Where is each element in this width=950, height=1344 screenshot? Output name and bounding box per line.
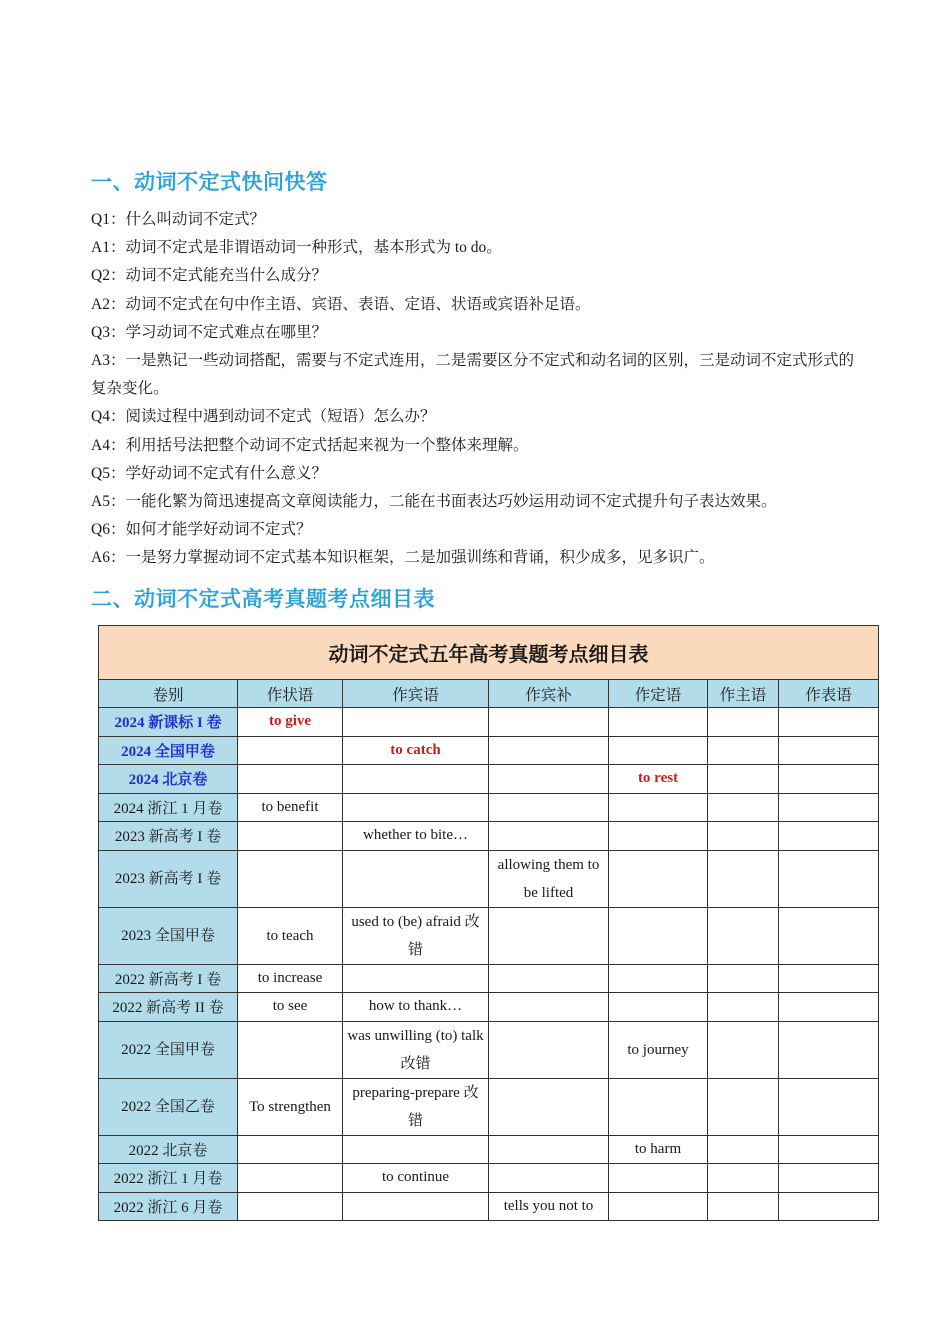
table-cell xyxy=(708,822,779,851)
table-row xyxy=(99,1021,879,1078)
table-cell xyxy=(343,964,489,993)
table-cell xyxy=(489,708,609,737)
table-cell xyxy=(779,793,879,822)
table-cell xyxy=(238,822,343,851)
table-cell: was unwilling (to) talk 改错 xyxy=(343,1021,489,1078)
table-cell xyxy=(779,964,879,993)
table-cell xyxy=(609,793,708,822)
table-cell xyxy=(609,907,708,964)
table-row xyxy=(99,708,879,737)
table-row xyxy=(99,907,879,964)
table-cell xyxy=(343,765,489,794)
table-cell xyxy=(609,708,708,737)
row-label: 2022 新高考 I 卷 xyxy=(99,964,238,993)
qa-answer: A2：动词不定式在句中作主语、宾语、表语、定语、状语或宾语补足语。 xyxy=(91,295,591,313)
table-cell xyxy=(708,1192,779,1221)
table-cell xyxy=(489,793,609,822)
row-label: 2024 浙江 1 月卷 xyxy=(99,793,238,822)
table-cell xyxy=(238,1192,343,1221)
table-cell xyxy=(609,850,708,907)
row-label: 2022 全国甲卷 xyxy=(99,1021,238,1078)
table-cell: to benefit xyxy=(238,793,343,822)
table-cell xyxy=(238,765,343,794)
table-cell: tells you not to xyxy=(489,1192,609,1221)
column-header: 作状语 xyxy=(238,680,343,708)
qa-answer: A4：利用括号法把整个动词不定式括起来视为一个整体来理解。 xyxy=(91,436,529,454)
table-cell xyxy=(489,1135,609,1164)
row-label: 2022 新高考 II 卷 xyxy=(99,993,238,1022)
table-cell: to harm xyxy=(609,1135,708,1164)
table-cell xyxy=(779,765,879,794)
table-cell xyxy=(609,1078,708,1135)
table-cell xyxy=(779,1135,879,1164)
column-header: 作定语 xyxy=(609,680,708,708)
table-row xyxy=(99,964,879,993)
table-cell xyxy=(238,850,343,907)
column-header: 作宾补 xyxy=(489,680,609,708)
qa-answer: A1：动词不定式是非谓语动词一种形式，基本形式为 to do。 xyxy=(91,239,502,257)
section1-heading: 一、动词不定式快问快答 xyxy=(91,170,328,194)
qa-question: Q1：什么叫动词不定式？ xyxy=(91,211,265,228)
table-row xyxy=(99,1078,879,1135)
row-label: 2022 北京卷 xyxy=(99,1135,238,1164)
table-cell xyxy=(489,964,609,993)
qa-question: Q2：动词不定式能充当什么成分？ xyxy=(91,267,327,285)
table-cell xyxy=(779,1078,879,1135)
table-cell xyxy=(708,708,779,737)
table-cell: to continue xyxy=(343,1164,489,1193)
table-cell xyxy=(708,765,779,794)
column-header: 卷别 xyxy=(99,680,238,708)
table-cell xyxy=(708,736,779,765)
column-header: 作宾语 xyxy=(343,680,489,708)
table-cell xyxy=(343,708,489,737)
table-cell xyxy=(609,1164,708,1193)
table-cell: to journey xyxy=(609,1021,708,1078)
table-cell xyxy=(489,993,609,1022)
table-cell xyxy=(779,822,879,851)
table-cell xyxy=(708,793,779,822)
table-cell: used to (be) afraid 改错 xyxy=(343,907,489,964)
table-cell: to teach xyxy=(238,907,343,964)
row-label: 2023 全国甲卷 xyxy=(99,907,238,964)
column-header: 作主语 xyxy=(708,680,779,708)
exam-points-table xyxy=(98,625,879,1221)
table-cell xyxy=(343,1135,489,1164)
table-cell xyxy=(708,850,779,907)
table-cell: to see xyxy=(238,993,343,1022)
table-cell xyxy=(609,964,708,993)
table-row xyxy=(99,1164,879,1193)
column-header: 作表语 xyxy=(779,680,879,708)
table-cell xyxy=(238,736,343,765)
row-label: 2022 全国乙卷 xyxy=(99,1078,238,1135)
qa-answer: A5：一能化繁为简迅速提高文章阅读能力，二能在书面表达巧妙运用动词不定式提升句子表达效果。 xyxy=(91,493,777,511)
table-row xyxy=(99,822,879,851)
table-cell: preparing-prepare 改错 xyxy=(343,1078,489,1135)
table-cell xyxy=(708,1021,779,1078)
table-cell xyxy=(708,1164,779,1193)
table-cell xyxy=(238,1021,343,1078)
table-cell: allowing them to be lifted xyxy=(489,850,609,907)
table-cell xyxy=(708,993,779,1022)
table-cell xyxy=(779,993,879,1022)
table-cell xyxy=(489,907,609,964)
qa-question: Q6：如何才能学好动词不定式？ xyxy=(91,521,312,539)
table-cell xyxy=(343,793,489,822)
qa-question: Q4：阅读过程中遇到动词不定式（短语）怎么办？ xyxy=(91,408,436,426)
section2-heading: 二、动词不定式高考真题考点细目表 xyxy=(91,587,435,611)
table-cell xyxy=(779,1021,879,1078)
table-cell xyxy=(609,993,708,1022)
row-label: 2022 浙江 1 月卷 xyxy=(99,1164,238,1193)
row-label: 2023 新高考 I 卷 xyxy=(99,822,238,851)
table-cell xyxy=(343,1192,489,1221)
table-row xyxy=(99,850,879,907)
qa-question: Q5：学好动词不定式有什么意义？ xyxy=(91,464,327,482)
table-cell xyxy=(779,907,879,964)
table-cell xyxy=(779,1192,879,1221)
table-cell xyxy=(609,736,708,765)
table-cell xyxy=(708,964,779,993)
table-cell: to rest xyxy=(609,765,708,794)
table-cell: to catch xyxy=(343,736,489,765)
table-row xyxy=(99,1192,879,1221)
qa-answer: A3：一是熟记一些动词搭配，需要与不定式连用，二是需要区分不定式和动名词的区别，三是动词不定式形式的复杂变化。 xyxy=(91,352,854,398)
row-label: 2024 北京卷 xyxy=(99,765,238,794)
table-cell xyxy=(779,708,879,737)
table-cell xyxy=(489,1078,609,1135)
row-label: 2024 全国甲卷 xyxy=(99,736,238,765)
qa-list xyxy=(91,206,866,573)
table-cell xyxy=(343,850,489,907)
table-row xyxy=(99,736,879,765)
table-row xyxy=(99,765,879,794)
row-label: 2023 新高考 I 卷 xyxy=(99,850,238,907)
table-cell xyxy=(609,1192,708,1221)
table-cell xyxy=(779,1164,879,1193)
table-cell xyxy=(238,1135,343,1164)
table-row xyxy=(99,993,879,1022)
table-cell xyxy=(708,907,779,964)
table-cell xyxy=(489,822,609,851)
table-cell: how to thank… xyxy=(343,993,489,1022)
table-cell xyxy=(708,1135,779,1164)
table-cell xyxy=(489,1021,609,1078)
qa-answer: A6：一是努力掌握动词不定式基本知识框架，二是加强训练和背诵，积少成多，见多识广。 xyxy=(91,549,715,567)
row-label: 2024 新课标 I 卷 xyxy=(99,708,238,737)
table-cell: to give xyxy=(238,708,343,737)
table-cell xyxy=(489,1164,609,1193)
table-cell xyxy=(779,850,879,907)
table-row xyxy=(99,793,879,822)
table-cell xyxy=(238,1164,343,1193)
table-cell xyxy=(489,736,609,765)
table-cell xyxy=(609,822,708,851)
table-cell: to increase xyxy=(238,964,343,993)
table-title: 动词不定式五年高考真题考点细目表 xyxy=(99,626,879,680)
qa-question: Q3：学习动词不定式难点在哪里？ xyxy=(91,323,327,341)
table-cell xyxy=(779,736,879,765)
table-cell xyxy=(708,1078,779,1135)
table-row xyxy=(99,1135,879,1164)
row-label: 2022 浙江 6 月卷 xyxy=(99,1192,238,1221)
table-cell: whether to bite… xyxy=(343,822,489,851)
table-cell xyxy=(489,765,609,794)
table-cell: To strengthen xyxy=(238,1078,343,1135)
